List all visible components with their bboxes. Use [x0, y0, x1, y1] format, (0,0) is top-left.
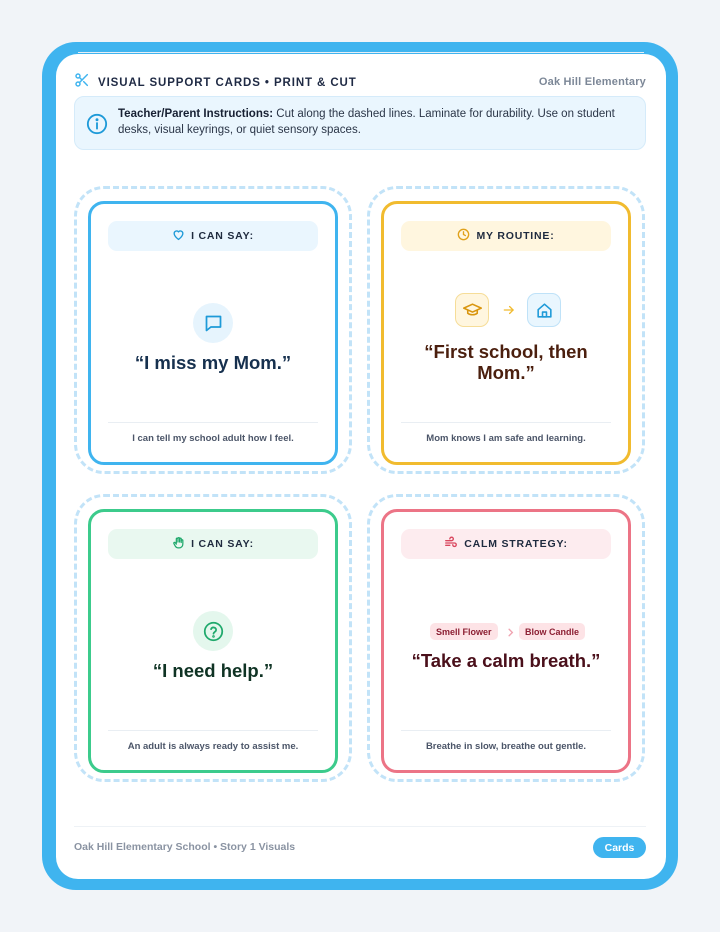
home-icon — [527, 293, 561, 327]
card-header-label: MY ROUTINE: — [476, 230, 555, 242]
heart-icon — [172, 228, 185, 244]
card-header-label: CALM STRATEGY: — [464, 538, 568, 550]
school-name: Oak Hill Elementary — [538, 76, 646, 88]
visual-card — [381, 201, 631, 465]
instructions-box — [74, 96, 646, 150]
top-divider — [78, 52, 644, 53]
sheet-title: VISUAL SUPPORT CARDS • PRINT & CUT — [98, 76, 357, 89]
footer-text: Oak Hill Elementary School • Story 1 Visuals — [74, 841, 296, 853]
card-phrase: “First school, then Mom.” — [424, 341, 588, 383]
card-footnote: Mom knows I am safe and learning. — [426, 433, 586, 444]
card-header-label: I CAN SAY: — [191, 538, 254, 550]
clock-icon — [457, 228, 470, 244]
card-footnote: An adult is always ready to assist me. — [127, 741, 299, 752]
cards-badge: Cards — [593, 837, 646, 858]
card-phrase: “Take a calm breath.” — [411, 650, 601, 671]
arrow-right-icon — [502, 303, 516, 322]
visual-card — [88, 509, 338, 773]
card-divider — [108, 730, 318, 731]
card-divider — [108, 422, 318, 423]
question-icon — [193, 611, 233, 651]
info-icon — [86, 113, 108, 140]
card-phrase: “I need help.” — [152, 660, 274, 681]
visual-card — [381, 509, 631, 773]
scissors-icon — [74, 72, 90, 93]
step-pill: Smell Flower — [430, 623, 498, 640]
sheet-header — [74, 72, 646, 94]
raised-hand-icon — [172, 536, 185, 552]
instructions-body: Cut along the dashed lines. Laminate for durability. Use on student desks, visual keyrings, or quiet sensory spaces. — [118, 108, 615, 136]
wind-icon — [444, 536, 458, 553]
chat-bubble-icon — [193, 303, 233, 343]
card-header-pill — [108, 221, 318, 251]
card-header-pill — [401, 529, 611, 559]
instructions-lead: Teacher/Parent Instructions: — [118, 108, 274, 120]
visual-card — [88, 201, 338, 465]
instructions-text — [118, 106, 633, 138]
step-pill: Blow Candle — [519, 623, 585, 640]
footer-divider — [74, 826, 646, 827]
title-group — [74, 72, 357, 93]
card-header-pill — [401, 221, 611, 251]
card-header-label: I CAN SAY: — [191, 230, 254, 242]
card-footnote: Breathe in slow, breathe out gentle. — [425, 741, 587, 752]
card-phrase: “I miss my Mom.” — [134, 352, 292, 373]
card-divider — [401, 730, 611, 731]
graduation-cap-icon — [455, 293, 489, 327]
card-footnote: I can tell my school adult how I feel. — [132, 433, 294, 444]
card-divider — [401, 422, 611, 423]
card-header-pill — [108, 529, 318, 559]
chevron-right-icon — [505, 625, 516, 643]
